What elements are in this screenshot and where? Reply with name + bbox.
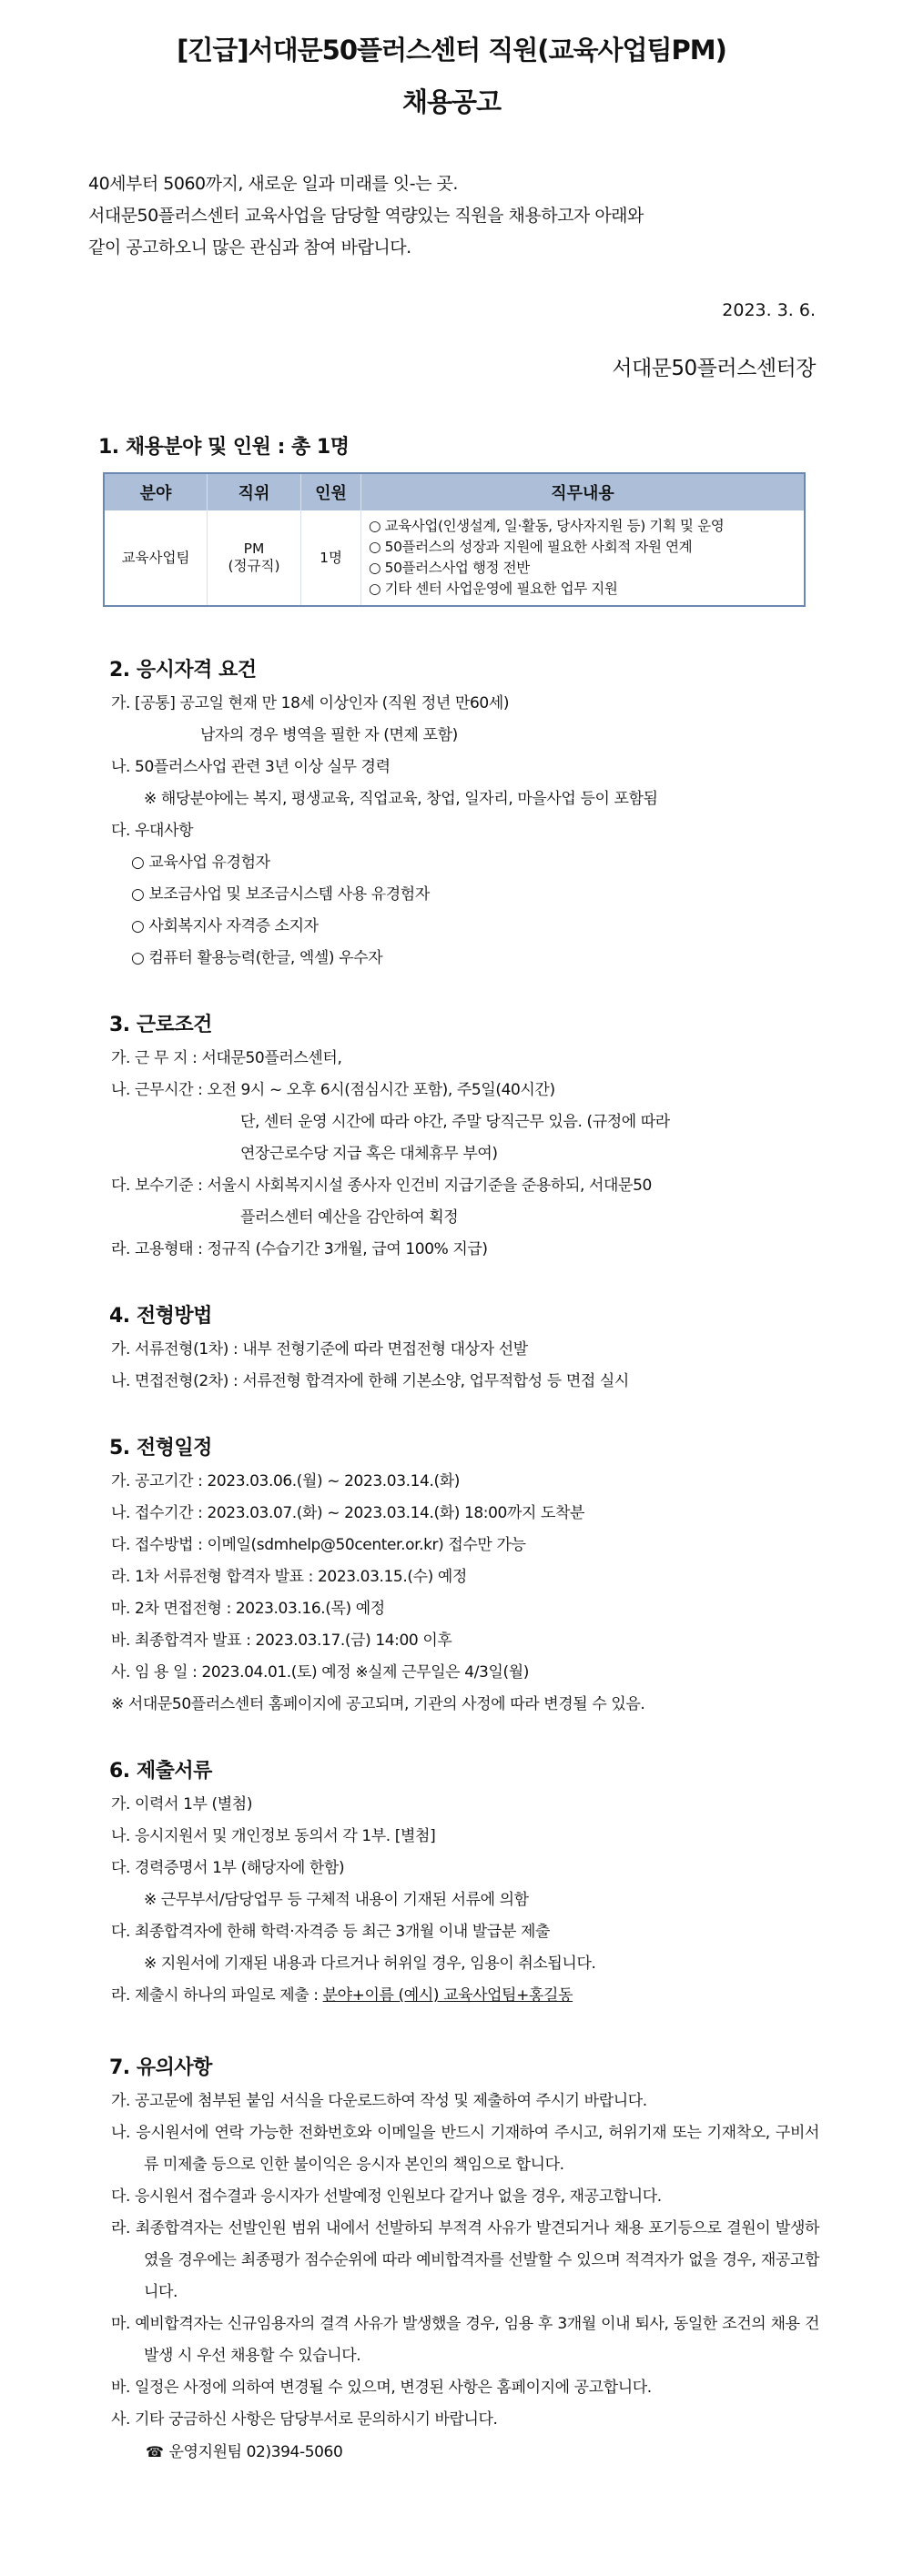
duty-item: ○ 기타 센터 사업운영에 필요한 업무 지원	[369, 581, 618, 597]
document-item: 나. 응시지원서 및 개인정보 동의서 각 1부. [별첨]	[111, 1827, 436, 1845]
title-line-2: 채용공고	[401, 86, 502, 117]
schedule-item: 라. 1차 서류전형 합격자 발표 : 2023.03.15.(수) 예정	[111, 1568, 467, 1586]
position-title: PM	[243, 540, 265, 557]
section-4-title: 4. 전형방법	[109, 1305, 212, 1328]
document-item	[111, 1980, 819, 2012]
table-header-row	[104, 473, 805, 510]
list-item: 나. 근무시간 : 오전 9시 ~ 오후 6시(점심시간 포함), 주5일(40시간)	[111, 1081, 555, 1099]
list-item: 나. 면접전형(2차) : 서류전형 합격자에 한해 기본소양, 업무적합성 등 면접 실시	[111, 1372, 629, 1390]
notice-item: 라. 최종합격자는 선발인원 범위 내에서 선발하되 부적격 사유가 발견되거나 채용 포기등으로 결원이 발생하였을 경우에는 최종평가 점수순위에 따라 예비합격자를 선발할 수 있으며 적격자가 없을 경우, 재공고합니다.	[111, 2219, 819, 2301]
section-1-title: 1. 채용분야 및 인원 : 총 1명	[98, 436, 350, 459]
position-type: (정규직)	[228, 558, 280, 574]
section-6	[109, 1755, 819, 2012]
document-item: 다. 최종합격자에 한해 학력·자격증 등 최근 3개월 이내 발급분 제출	[111, 1923, 551, 1941]
list-item: 라. 고용형태 : 정규직 (수습기간 3개월, 급여 100% 지급)	[111, 1240, 488, 1258]
cell-position	[208, 510, 301, 606]
list-item-continued: 플러스센터 예산을 감안하여 획정	[240, 1208, 459, 1227]
note-item: ※ 근무부서/담당업무 등 구체적 내용이 기재된 서류에 의함	[144, 1891, 529, 1909]
contact-text: 운영지원팀 02)394-5060	[168, 2443, 343, 2461]
header-duties: 직무내용	[361, 473, 806, 510]
header-position: 직위	[208, 473, 301, 510]
section-4	[109, 1300, 819, 1398]
note-item: ※ 서대문50플러스센터 홈페이지에 공고되며, 기관의 사정에 따라 변경될 수 있음.	[111, 1695, 645, 1713]
list-item: 가. [공통] 공고일 현재 만 18세 이상인자 (직원 정년 만60세)	[111, 694, 510, 712]
section-6-title: 6. 제출서류	[109, 1760, 212, 1783]
intro-line: 같이 공고하오니 많은 관심과 참여 바랍니다.	[88, 237, 411, 258]
section-5	[109, 1432, 819, 1721]
notice-item: 나. 응시원서에 연락 가능한 전화번호와 이메일을 반드시 기재하여 주시고, 허위기재 또는 기재착오, 구비서류 미제출 등으로 인한 불이익은 응시자 본인의 책임으로 합니다.	[111, 2124, 819, 2174]
schedule-item: 나. 접수기간 : 2023.03.07.(화) ~ 2023.03.14.(화) 18:00까지 도착분	[111, 1504, 585, 1522]
section-5-title: 5. 전형일정	[109, 1437, 212, 1460]
file-rule-label: 라. 제출시 하나의 파일로 제출 :	[111, 1986, 323, 2005]
preference-item: ○ 컴퓨터 활용능력(한글, 엑셀) 우수자	[131, 949, 383, 967]
notice-item: 바. 일정은 사정에 의하여 변경될 수 있으며, 변경된 사항은 홈페이지에 공고합니다.	[111, 2379, 652, 2397]
table-row	[104, 510, 805, 606]
section-3	[109, 1009, 819, 1266]
cell-duties	[361, 510, 806, 606]
document-item: 가. 이력서 1부 (별첨)	[111, 1795, 253, 1813]
section-2	[109, 654, 819, 975]
cell-field: 교육사업팀	[104, 510, 208, 606]
note-item: ※ 해당분야에는 복지, 평생교육, 직업교육, 창업, 일자리, 마을사업 등이 포함됨	[144, 790, 658, 808]
contact-line	[111, 2436, 819, 2469]
section-2-title: 2. 응시자격 요건	[109, 659, 257, 682]
duty-item: ○ 50플러스사업 행정 전반	[369, 560, 530, 576]
schedule-item: 가. 공고기간 : 2023.03.06.(월) ~ 2023.03.14.(화)	[111, 1472, 460, 1490]
intro-paragraph	[88, 168, 817, 264]
notice-item: 다. 응시원서 접수결과 응시자가 선발예정 인원보다 같거나 없을 경우, 재공고합니다.	[111, 2187, 662, 2206]
note-item: ※ 지원서에 기재된 내용과 다르거나 허위일 경우, 임용이 취소됩니다.	[144, 1955, 596, 1973]
notice-item: 사. 기타 궁금하신 사항은 담당부서로 문의하시기 바랍니다.	[111, 2410, 498, 2429]
signature: 서대문50플러스센터장	[612, 357, 816, 380]
preference-item: ○ 사회복지사 자격증 소지자	[131, 917, 319, 935]
notice-item: 가. 공고문에 첨부된 붙임 서식을 다운로드하여 작성 및 제출하여 주시기 바랍니다.	[111, 2092, 647, 2110]
phone-icon: ☎	[146, 2443, 164, 2460]
posting-date: 2023. 3. 6.	[722, 300, 816, 320]
section-3-title: 3. 근로조건	[109, 1014, 212, 1036]
header-count: 인원	[301, 473, 361, 510]
notice-item: 마. 예비합격자는 신규임용자의 결격 사유가 발생했을 경우, 임용 후 3개월 이내 퇴사, 동일한 조건의 채용 건 발생 시 우선 채용할 수 있습니다.	[111, 2315, 819, 2365]
document-item: 다. 경력증명서 1부 (해당자에 한함)	[111, 1859, 345, 1877]
duty-item: ○ 교육사업(인생설계, 일·활동, 당사자지원 등) 기획 및 운영	[369, 518, 725, 534]
list-item: 다. 보수기준 : 서울시 사회복지시설 종사자 인건비 지급기준을 준용하되, 서대문50	[111, 1177, 652, 1195]
list-item-continued: 연장근로수당 지급 혹은 대체휴무 부여)	[240, 1145, 498, 1163]
list-item: 가. 서류전형(1차) : 내부 전형기준에 따라 면접전형 대상자 선발	[111, 1340, 528, 1359]
list-item: 다. 우대사항	[111, 822, 194, 840]
intro-line: 40세부터 5060까지, 새로운 일과 미래를 잇-는 곳.	[88, 174, 458, 194]
file-naming-rule: 분야+이름 (예시) 교육사업팀+홍길동	[322, 1986, 573, 2005]
duty-item: ○ 50플러스의 성장과 지원에 필요한 사회적 자원 연계	[369, 539, 693, 555]
document-title	[0, 0, 903, 128]
list-item: 남자의 경우 병역을 필한 자 (면제 포함)	[200, 726, 458, 744]
intro-line: 서대문50플러스센터 교육사업을 담당할 역량있는 직원을 채용하고자 아래와	[88, 206, 644, 226]
title-line-1: [긴급]서대문50플러스센터 직원(교육사업팀PM)	[177, 35, 726, 66]
schedule-item: 바. 최종합격자 발표 : 2023.03.17.(금) 14:00 이후	[111, 1631, 452, 1650]
preference-item: ○ 보조금사업 및 보조금시스템 사용 유경험자	[131, 885, 430, 904]
schedule-item: 마. 2차 면접전형 : 2023.03.16.(목) 예정	[111, 1600, 385, 1618]
section-7	[109, 2052, 819, 2469]
list-item: 나. 50플러스사업 관련 3년 이상 실무 경력	[111, 758, 391, 776]
list-item-continued: 단, 센터 운영 시간에 따라 야간, 주말 당직근무 있음. (규정에 따라	[240, 1113, 670, 1131]
header-field: 분야	[104, 473, 208, 510]
schedule-item: 다. 접수방법 : 이메일(sdmhelp@50center.or.kr) 접수만 가능	[111, 1536, 526, 1554]
cell-count: 1명	[301, 510, 361, 606]
recruitment-table	[103, 472, 806, 607]
preference-item: ○ 교육사업 유경험자	[131, 854, 270, 872]
schedule-item: 사. 임 용 일 : 2023.04.01.(토) 예정 ※실제 근무일은 4/3일(월)	[111, 1663, 529, 1682]
list-item: 가. 근 무 지 : 서대문50플러스센터,	[111, 1049, 342, 1067]
section-7-title: 7. 유의사항	[109, 2056, 212, 2079]
